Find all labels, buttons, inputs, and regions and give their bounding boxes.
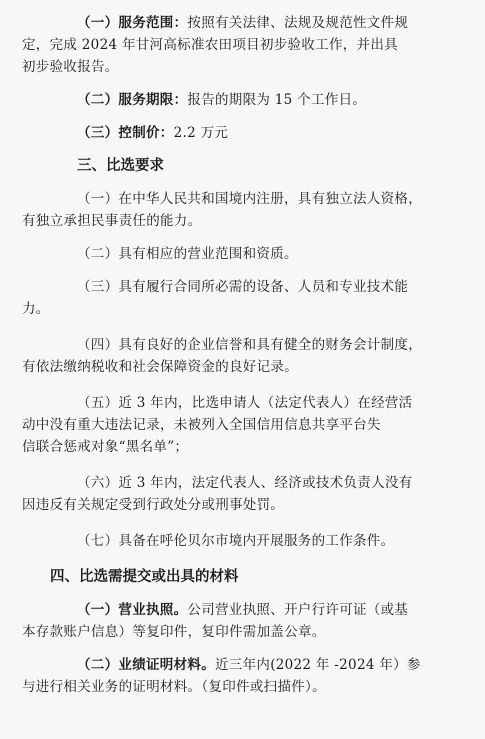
requirement-item-line: 力。 [22,301,50,317]
section-heading-materials: 四、比选需提交或出具的材料 [50,569,239,585]
section-heading-requirements: 三、比选要求 [77,158,164,174]
service-scope-line: 定，完成 2024 年甘河高标准农田项目初步验收工作，并出具 [22,37,398,53]
service-scope-line: 初步验收报告。 [22,59,119,75]
requirement-item-line: 有依法缴纳税收和社会保障资金的良好记录。 [22,359,298,375]
requirement-item: （二）具有相应的营业范围和资质。 [77,246,298,262]
requirement-item: （七）具备在呼伦贝尔市境内开展服务的工作条件。 [77,533,395,549]
requirement-item: （三）具有履行合同所必需的设备、人员和专业技术能 [77,279,409,295]
business-license-paragraph: （一）营业执照。公司营业执照、开户行许可证（或基 [77,602,409,618]
service-scope-label: （一）服务范围： [77,15,188,31]
requirement-item-line: 动中没有重大违法记录，未被列入全国信用信息共享平台失 [22,417,381,433]
requirement-item: （五）近 3 年内，比选申请人（法定代表人）在经营活 [77,395,413,411]
performance-proof-paragraph: （二）业绩证明材料。近三年内(2022 年 -2024 年）参 [77,657,421,673]
control-price-label: （三）控制价： [77,125,174,141]
requirement-item: （六）近 3 年内，法定代表人、经济或技术负责人没有 [77,475,413,491]
requirement-item-line: 信联合惩戒对象“黑名单”； [22,439,189,455]
performance-proof-line: 与进行相关业务的证明材料。（复印件或扫描件）。 [22,679,326,695]
service-scope-paragraph: （一）服务范围：按照有关法律、法规及规范性文件规 [77,15,409,31]
requirement-item-line: 因违反有关规定受到行政处分或刑事处罚。 [22,497,285,513]
business-license-label: （一）营业执照。 [77,602,188,618]
service-period-label: （二）服务期限： [77,92,188,108]
service-period-paragraph: （二）服务期限：报告的期限为 15 个工作日。 [77,92,367,108]
performance-proof-label: （二）业绩证明材料。 [77,657,215,673]
requirement-item: （四）具有良好的企业信誉和具有健全的财务会计制度， [77,337,422,353]
control-price-paragraph: （三）控制价：2.2 万元 [77,125,229,141]
requirement-item-line: 有独立承担民事责任的能力。 [22,213,202,229]
requirement-item: （一）在中华人民共和国境内注册，具有独立法人资格， [77,191,422,207]
business-license-line: 本存款账户信息）等复印件，复印件需加盖公章。 [22,624,326,640]
